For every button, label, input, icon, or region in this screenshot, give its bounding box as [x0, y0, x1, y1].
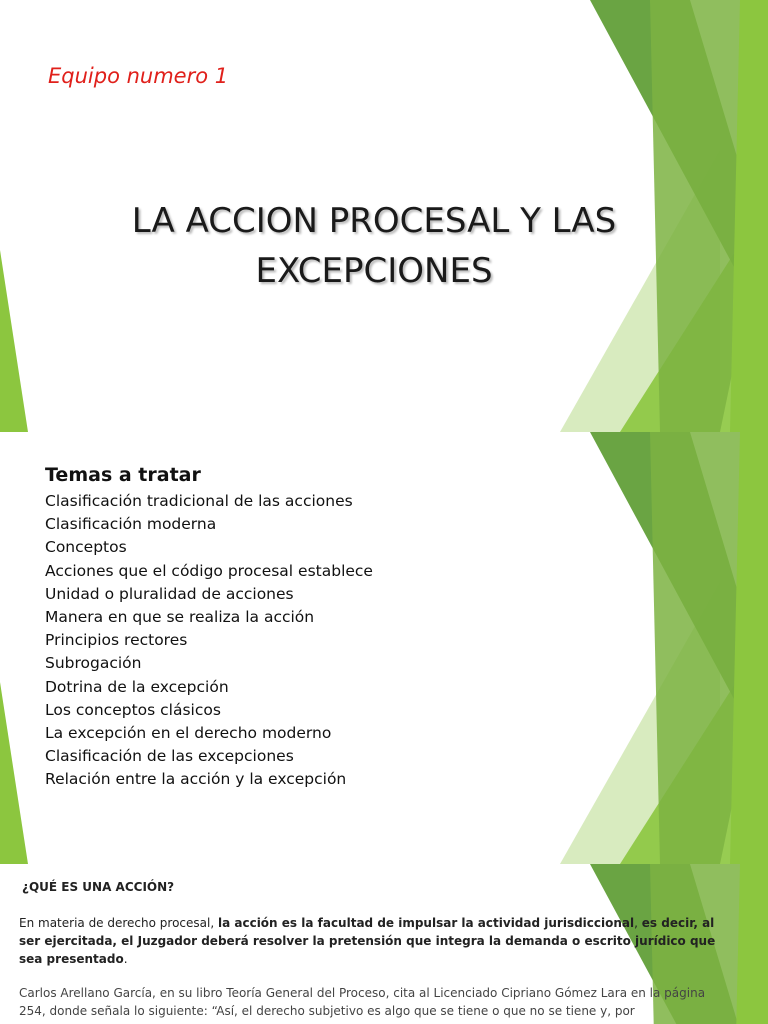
definition-slide — [0, 864, 768, 1024]
topic-item: Clasificación tradicional de las acciones — [45, 492, 353, 510]
citation-paragraph: Carlos Arellano García, en su libro Teoría General del Proceso, cita al Licenciado Cipriano Gómez Lara en la página 254, donde señala lo siguiente: “Así, el derecho subjetivo es algo que se tiene o que no se tiene y, por — [19, 986, 706, 1018]
title-slide — [0, 0, 768, 432]
topic-item: Principios rectores — [45, 631, 188, 650]
topic-item: Los conceptos clásicos — [45, 700, 221, 719]
topic-item: Manera en que se realiza la acción — [45, 608, 315, 627]
para-text: . — [123, 952, 128, 966]
topic-item: Dotrina de la excepción — [45, 677, 229, 696]
team-label: Equipo numero 1 — [48, 64, 229, 88]
left-green-triangle — [0, 250, 28, 432]
topics-list — [45, 490, 373, 792]
question-heading: ¿QUÉ ES UNA ACCIÓN? — [22, 880, 175, 894]
topic-item: La excepción en el derecho moderno — [45, 724, 332, 743]
topic-item: Relación entre la acción y la excepción — [45, 770, 347, 789]
topic-item: Acciones que el código procesal establece — [45, 561, 373, 580]
topics-heading: Temas a tratar — [45, 464, 201, 486]
presentation-title: LA ACCION PROCESAL Y LAS EXCEPCIONES — [131, 201, 617, 291]
para-text: , — [634, 916, 642, 930]
topic-item: Unidad o pluralidad de acciones — [45, 584, 294, 603]
topic-item: Conceptos — [45, 538, 127, 557]
definition-paragraph — [19, 914, 734, 968]
topic-item: Clasificación de las excepciones — [45, 747, 294, 766]
para-bold-text: la acción es la facultad de impulsar la actividad jurisdiccional — [217, 916, 635, 930]
left-green-triangle — [0, 682, 28, 864]
para-text: En materia de derecho procesal, — [19, 916, 218, 930]
topic-item: Clasificación moderna — [45, 515, 217, 534]
para-bold-text: es decir, al ser ejercitada, el Juzgador deberá resolver la pretensión que integra la demanda o escrito jurídico que sea presentado — [19, 916, 716, 966]
topic-item: Subrogación — [45, 654, 142, 673]
topics-slide — [0, 432, 768, 864]
